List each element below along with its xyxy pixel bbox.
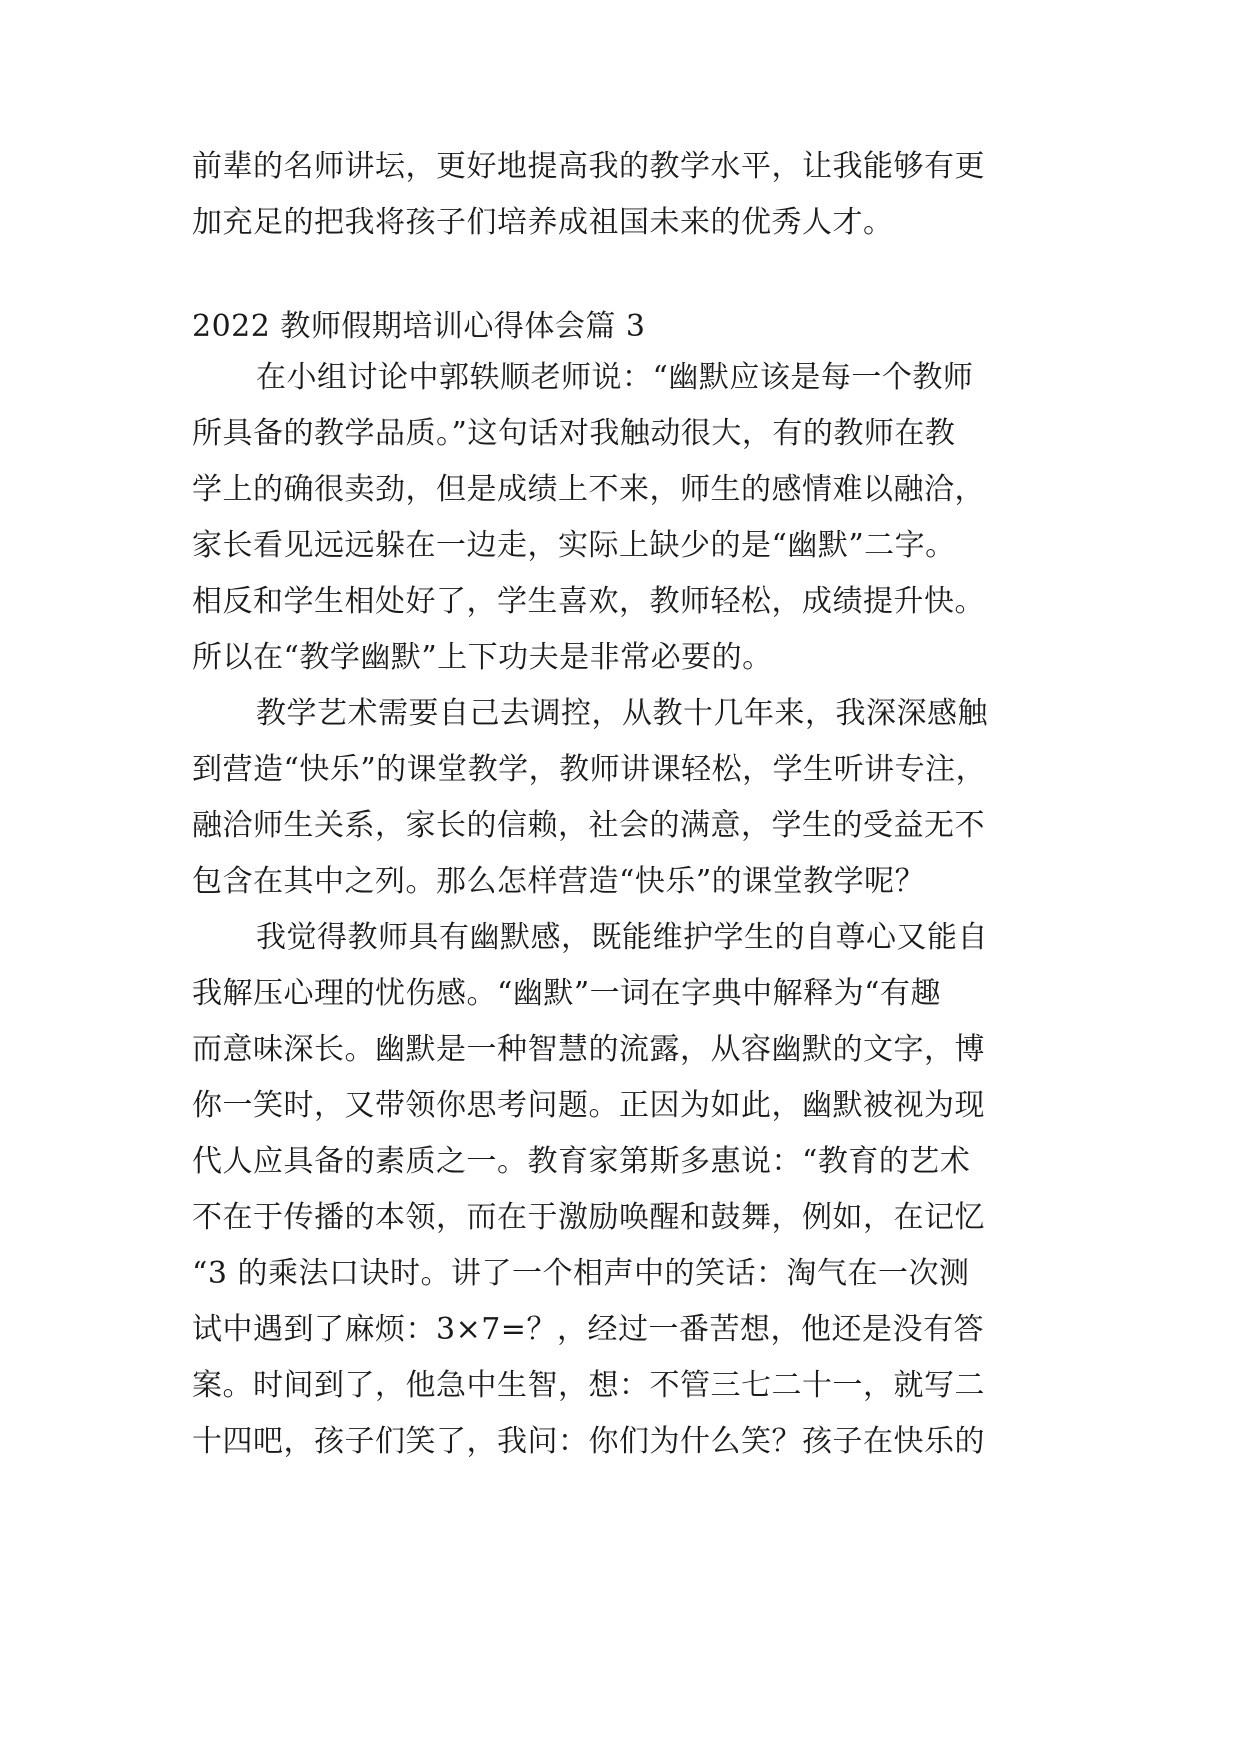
paragraph2-line-2: 到营造“快乐”的课堂教学，教师讲课轻松，学生听讲专注， xyxy=(192,752,987,787)
paragraph3-line-1: 我觉得教师具有幽默感，既能维护学生的自尊心又能自 xyxy=(256,920,988,955)
paragraph2-line-1: 教学艺术需要自己去调控，从教十几年来，我深深感触 xyxy=(256,696,988,731)
intro-line-2: 加充足的把我将孩子们培养成祖国未来的优秀人才。 xyxy=(192,205,894,240)
paragraph1-line-3: 学上的确很卖劲，但是成绩上不来，师生的感情难以融洽， xyxy=(192,472,985,507)
paragraph3-line-2: 我解压心理的忧伤感。“幽默”一词在字典中解释为“有趣 xyxy=(192,976,942,1011)
paragraph3-line-4: 你一笑时，又带领你思考问题。正因为如此，幽默被视为现 xyxy=(192,1088,985,1123)
paragraph3-line-9: 案。时间到了，他急中生智，想：不管三七二十一，就写二 xyxy=(192,1368,985,1403)
paragraph1-line-5: 相反和学生相处好了，学生喜欢，教师轻松，成绩提升快。 xyxy=(192,584,985,619)
paragraph2-line-4: 包含在其中之列。那么怎样营造“快乐”的课堂教学呢？ xyxy=(192,864,926,899)
paragraph3-line-10: 十四吧，孩子们笑了，我问：你们为什么笑？孩子在快乐的 xyxy=(192,1424,985,1459)
paragraph1-line-2: 所具备的教学品质。”这句话对我触动很大，有的教师在教 xyxy=(192,416,956,451)
paragraph3-line-8: 试中遇到了麻烦：3×7=？，经过一番苦想，他还是没有答 xyxy=(192,1312,984,1347)
paragraph3-line-7: “3 的乘法口诀时。讲了一个相声中的笑话：淘气在一次测 xyxy=(192,1256,970,1291)
paragraph2-line-3: 融洽师生关系，家长的信赖，社会的满意，学生的受益无不 xyxy=(192,808,985,843)
section-heading: 2022 教师假期培训心得体会篇 3 xyxy=(192,309,646,344)
paragraph3-line-6: 不在于传播的本领，而在于激励唤醒和鼓舞，例如，在记忆 xyxy=(192,1200,985,1235)
paragraph1-line-1: 在小组讨论中郭轶顺老师说：“幽默应该是每一个教师 xyxy=(256,360,974,395)
paragraph3-line-5: 代人应具备的素质之一。教育家第斯多惠说：“教育的艺术 xyxy=(192,1144,971,1179)
paragraph1-line-6: 所以在“教学幽默”上下功夫是非常必要的。 xyxy=(192,640,773,675)
intro-line-1: 前辈的名师讲坛，更好地提高我的教学水平，让我能够有更 xyxy=(192,149,985,184)
paragraph1-line-4: 家长看见远远躲在一边走，实际上缺少的是“幽默”二字。 xyxy=(192,528,956,563)
paragraph3-line-3: 而意味深长。幽默是一种智慧的流露，从容幽默的文字，博 xyxy=(192,1032,985,1067)
